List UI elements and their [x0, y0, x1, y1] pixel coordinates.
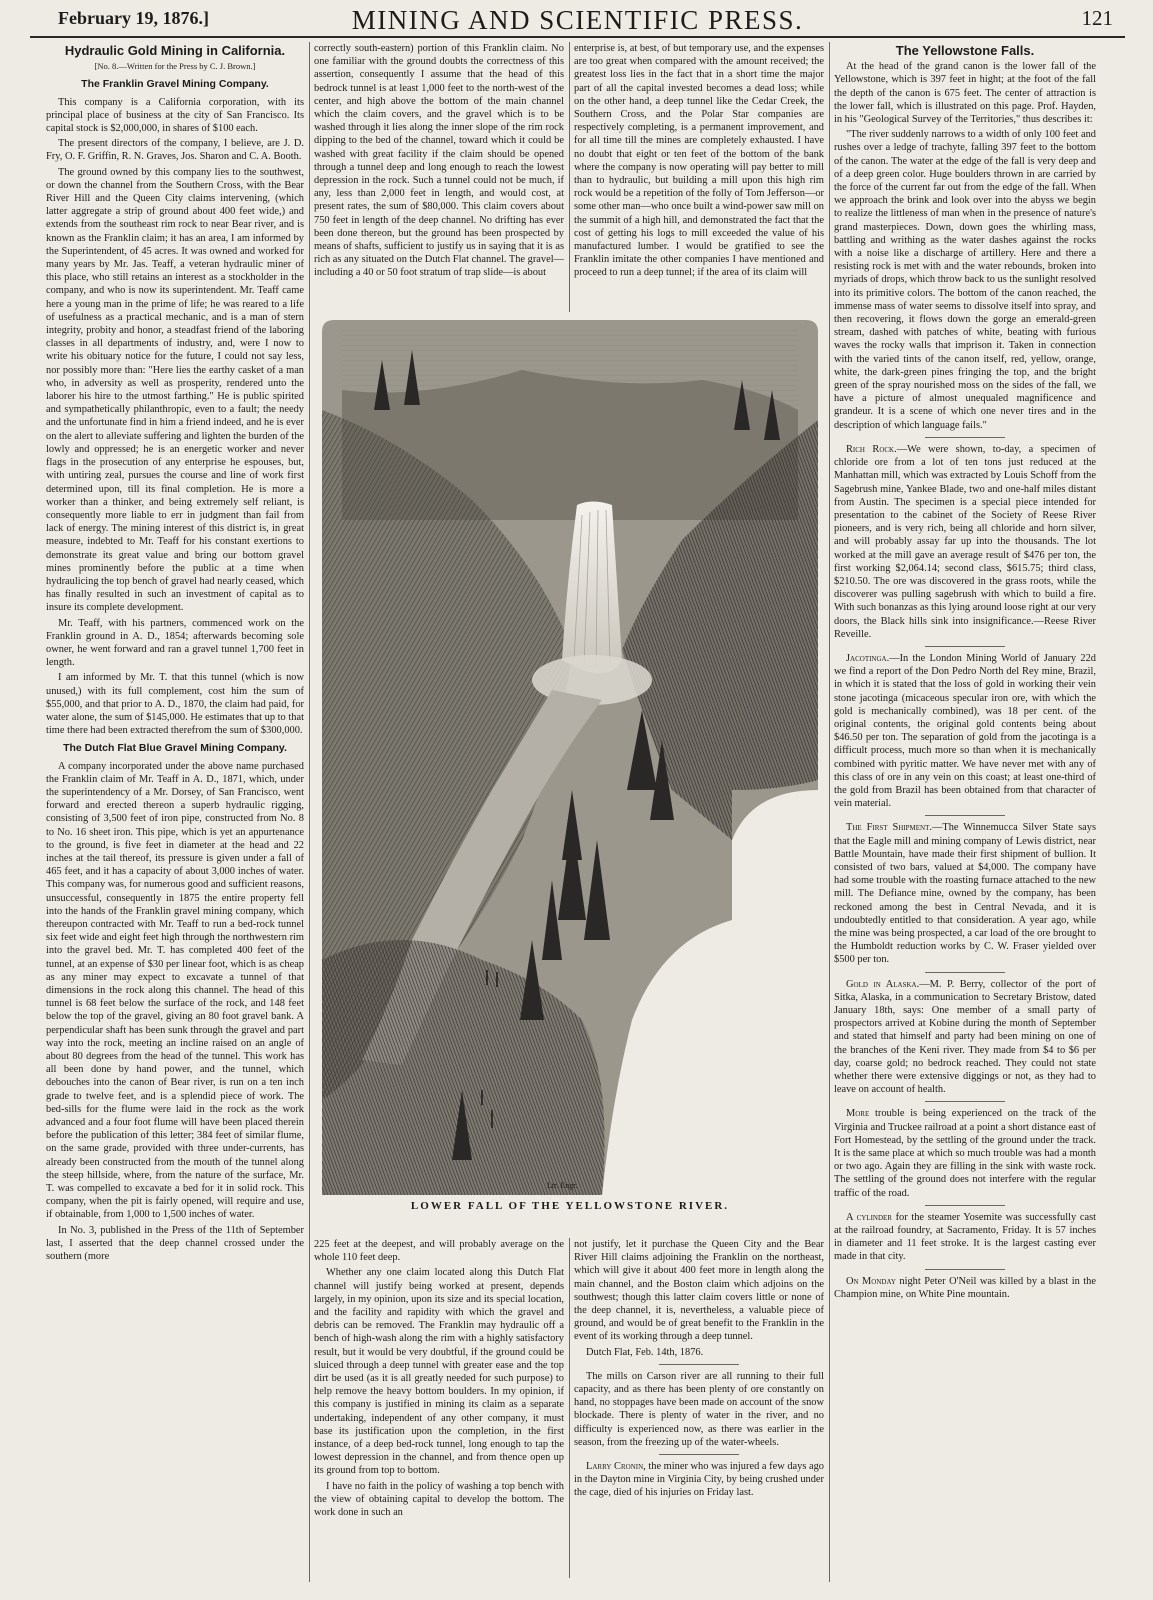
lead-in: The First Shipment.: [846, 822, 932, 834]
paragraph: A company incorporated under the above name purchased the Franklin claim of Mr. Teaff in A. D., 1871, which, under the superintendency of a Mr. Dorsey, of San Francisco, went forward and erected thereon a superb hydraulic rigging, consisting of 3,500 feet of iron pipe, constructed from No. 8 to No. 16 sheet iron. This pipe, which is yet an appurtenance to the ground, is five feet in diameter at the head and 22 inches at the tail thereof, its pressure is given under a fall of 465 feet, and it has a capacity of about 3,000 inches of water. This company was, for numerous good and sufficient reasons, unsuccessful, consequently in 1875 the entire property fell into the hands of the Franklin gravel mining company, which thereupon contracted with Mr. Teaff to run a bed-rock tunnel six feet wide and eight feet high through the northwestern rim into the gravel bed. Mr. T. has completed 400 feet of the tunnel, at an expense of $30 per linear foot, which is as cheap as any miner may expect to excavate a tunnel of that dimensions in the rock along this channel. The head of this tunnel is 68 feet below the surface of the rock, and 148 feet below the top of the gravel, giving an 80 foot gravel bank. A perpendicular shaft has been sunk through the gravel and part way into the rock, meeting an incline raised on an angle of about 80 degrees from the head of the tunnel. This work has all been done by hand power, and the tunnel, which debouches into the canon of Bear river, is run on a ten inch grade to twelve feet, and is a splendid piece of work. The bed-sills for the flume were laid in the rock as the work advanced and a four foot flume will have been placed therein before the publication of this letter; 384 feet of similar flume, on the same grade, provided with three under-currents, has already been constructed from the mouth of the tunnel along the steep hillside, where, from the nature of the surface, Mr. T. was compelled to excavate a bed for it in solid rock. This company, when the pit is fairly opened, will require and use, if obtainable, from 1,000 to 1,500 inches of water.: [46, 760, 304, 1221]
lead-in: More: [846, 1108, 870, 1120]
lead-in: Jacotinga.: [846, 652, 890, 664]
column-2-top: [314, 42, 564, 304]
page-number: 121: [1081, 6, 1113, 30]
paragraph: 225 feet at the deepest, and will probably average on the whole 110 feet deep.: [314, 1239, 564, 1264]
paragraph: [574, 1460, 824, 1500]
paragraph: "The river suddenly narrows to a width of only 100 feet and rushes over a ledge of trachyte, falling 397 feet to the bottom of the canon. The water at the edge of the fall is very deep and of a deep green color. Huge boulders thrown in are carried by the force of the current far out from the edge of the fall. When we approach the brink and look over into the abyss we begin to realize the littleness of man when in the presence of nature's grand masterpieces. Down, down goes the whirling mass, battling and writhing as the water dashes against the rocks with a noise like a discharge of artillery. Here and there a resisting rock is met with and the water rebounds, broken into myriads of drops, which throw back to us the sunlight resolved into its primitive colors. The bottom of the canon reached, the immense mass of water seems to dissolve itself into spray, and then recovering, it flows down the gorge an emerald-green stream, dashed with patches of white, beating with furious waves the rocky walls that imprison it. Taken in connection with the varied tints of the canon itself, red, yellow, orange, white, the dark-green pines fringing the top, and the bright green of the spray nourished moss on the sides of the fall, we have a picture of almost unequaled magnificence and grandeur. It is a scene of which one never tires and in the description of which language fails.": [834, 129, 1096, 431]
divider: [925, 815, 1005, 816]
paragraph-body: —M. P. Berry, collector of the port of Sitka, Alaska, in a communication to Secretary Bristow, dated January 18th, says: One member of a small party of prospectors arrived at Kobine during the month of September and stated that himself and party had been mining on one of the branches of the Keni river. They made from $4 to $6 per day, coarse gold; no bedrock reached. They could not state whether there were extensive diggings or not, as they had to leave on account of health.: [834, 978, 1096, 1096]
paragraph: [834, 443, 1096, 641]
article-byline: [No. 8.—Written for the Press by C. J. Brown.]: [94, 61, 256, 72]
column-1: [46, 42, 304, 1562]
article-title: The Yellowstone Falls.: [895, 43, 1035, 58]
column-rule: [829, 42, 830, 1582]
engraver-signature: Ltr. Engr.: [547, 1181, 578, 1190]
column-rule: [569, 1238, 570, 1578]
column-2-bottom: [314, 1238, 564, 1578]
column-rule: [309, 42, 310, 1582]
divider: [925, 1101, 1005, 1102]
paragraph-body: the miner who was injured a few days ago in the Dayton mine in Virginia City, by being crushed under the cage, died of his injuries on Friday last.: [574, 1461, 824, 1499]
paragraph: correctly south-eastern) portion of this Franklin claim. No one familiar with the ground doubts the correctness of this assertion, consequently I assume that the head of this bedrock tunnel is at least 1,000 feet to the north-west of the center, and high above the bottom of the main channel which the claim covers, and the gravel which is to be washed through it lies along the inner slope of the rim rock dipping to the bed of the channel, toward which it could be washed with great facility if the claim should be opened through a tunnel deep and long enough to reach the lowest depression in the rock. Such a tunnel could not be much, if any, less than 2,000 feet in length, and would cost, at present rates, the sum of $80,000. This claim covers about 750 feet in length of the deep channel. No drifting has ever been done thereon, but the ground has been prospected by means of shafts, sufficient to justify us in saying that it is as rich as any situated on the Dutch Flat channel. The gravel—including a 40 or 50 foot stratum of trap slide—is about: [314, 43, 564, 279]
masthead: [30, 2, 1125, 38]
lead-in: Gold in Alaska.: [846, 978, 920, 990]
divider: [925, 1205, 1005, 1206]
divider: [659, 1364, 739, 1365]
column-rule: [569, 42, 570, 312]
paragraph: not justify, let it purchase the Queen City and the Bear River Hill claims adjoining the Franklin on the northeast, which will give it about 400 feet more in length along the main channel, and the Boston claim which adjoins on the southwest; though this latter claim covers little or none of the deep channel, it is, nevertheless, a valuable piece of ground, and would be of great benefit to the Franklin in the event of its working through a deep tunnel.: [574, 1239, 824, 1343]
lead-in: On Monday: [846, 1275, 896, 1287]
publication-title: MINING AND SCIENTIFIC PRESS.: [351, 5, 804, 35]
paragraph-body: —In the London Mining World of January 22d we find a report of the Don Pedro North del Rey mine, Brazil, in which it is stated that the loss of gold in working their vein stone jacotinga (micaceous specular iron ore, with which the gold is mechanically combined), was 18 per cent. of the original contents, the original gold contents being about $46.50 per ton. The separation of gold from the jacotinga is a difficult process, much more so than when it is mechanically combined with pyritic matter. We have never met with any of this class of ore in any vein on this coast; at least one-third of the gold from Brazil has been obtained from that character of vein material.: [834, 652, 1096, 810]
paragraph: I am informed by Mr. T. that this tunnel (which is now unused,) with its full complement, cost him the sum of $55,000, and that prior to A. D., 1870, the claim had paid, for water alone, the sum of $145,000. He estimates that up to that time there had been extracted therefrom the sum of $300,000.: [46, 672, 304, 737]
illustration-caption: LOWER FALL OF THE YELLOWSTONE RIVER.: [410, 1200, 730, 1212]
paragraph: At the head of the grand canon is the lower fall of the Yellowstone, which is 397 feet in hight; at the foot of the fall the depth of the canon is 675 feet. The center of attraction is the lower fall, which is illustrated on this page. Prof. Hayden, in his "Geological Survey of the Territories," thus describes it:: [834, 61, 1096, 126]
paragraph: I have no faith in the policy of washing a top bench with the view of obtaining capital to develop the bottom. The work done in such an: [314, 1480, 564, 1519]
column-4: [834, 42, 1096, 1582]
dateline-signature: Dutch Flat, Feb. 14th, 1876.: [586, 1346, 704, 1358]
paragraph: [834, 1211, 1096, 1264]
divider: [659, 1454, 739, 1455]
paragraph: Mr. Teaff, with his partners, commenced work on the Franklin ground in A. D., 1854; afterwards becoming sole owner, he went forward and ran a gravel tunnel 1,700 feet in length.: [46, 617, 304, 669]
paragraph-body: —The Winnemucca Silver State says that the Eagle mill and mining company of Lewis district, near Battle Mountain, have made their first shipment of bullion. It consisted of two bars, valued at $4,000. The company have had some trouble with the roasting furnace attached to the new mill. The Defiance mine, owned by the company, has been reckoned among the best in Central Nevada, and it is undoubtedly entitled to that consideration. A year ago, while the mine was being prospected, a car load of the ore brought to the Humboldt reduction works by C. W. Fraser yielded over $500 per ton.: [834, 822, 1096, 966]
column-3-top: [574, 42, 824, 304]
lead-in: A cylinder: [846, 1211, 892, 1223]
paragraph-body: —We were shown, to-day, a specimen of chloride ore from a lot of ten tons just reduced at the Manhattan mill, which was extracted by Louis Schoff from the Sagebrush mine, Yankee Blade, two and one-half miles distant from Austin. The specimen is a special piece intended for presentation to the cabinet of the Society of Reese River pioneers, and is very rich, being all chloride and horn silver, and will probably assay far up into the thousands. The lot worked at the mill gave an average result of $476 per ton, the first working $2,064.14; second class, $615.75; third class, $210.50. The ore was discovered in the grass roots, while the discoverer was pulling sagebrush with which to build a fire. With such bonanzas as this lying around loose right at our very doors, the Black hills sink into insignificance.—Reese River Reveille.: [834, 443, 1096, 640]
divider: [925, 1269, 1005, 1270]
divider: [925, 972, 1005, 973]
paragraph: [834, 652, 1096, 810]
paragraph-body: night Peter O'Neil was killed by a blast in the Champion mine, on White Pine mountain.: [834, 1275, 1096, 1300]
paragraph: [834, 821, 1096, 966]
issue-date: February 19, 1876.]: [58, 8, 209, 28]
paragraph: The present directors of the company, I believe, are J. D. Fry, O. F. Griffin, R. N. Graves, Jos. Sharon and C. A. Booth.: [46, 138, 304, 163]
divider: [925, 437, 1005, 438]
paragraph: [834, 1275, 1096, 1301]
paragraph: In No. 3, published in the Press of the 11th of September last, I asserted that the deep channel crossed under the southern (more: [46, 1224, 304, 1263]
yellowstone-falls-engraving: [322, 320, 818, 1195]
article-title: Hydraulic Gold Mining in California.: [64, 43, 286, 58]
paragraph: The ground owned by this company lies to the southwest, or down the channel from the Southern Cross, with the Bear River Hill and the Queen City claims intervening, (which latter aggregate a strip of ground about 400 feet wide,) and extends from the southeast rim rock to near Bear river, and is known as the Franklin claim; it has an area, I am informed by the Superintendent, of 45 acres. It was owned and worked for many years by Mr. Jas. Teaff, a veteran hydraulic miner of this place, who still retains an interest as a stockholder in the company, and who is now its superintendent. Mr. Teaff came here a young man in the prime of life; he was reared to a life of usefulness as a practical mechanic, and is a man of stern integrity, probity and honor, a steadfast friend of the laboring classes in all departments of industry, and, were I now to write his obituary notice for the future, I could not say less, nor possibly more than: "Here lies the earthy casket of a man who, in adversity as well as prosperity, rendered unto the laborer his hire to the utmost farthing." He is public spirited and sympathetically philanthropic, even to a fault; the needy and the unfortunate find in him a friend indeed, and he is ever on the alert to alleviate suffering and lighten the burden of the lowly and oppressed; he is an energetic worker and never flags in the prosecution of any enterprise he espouses, but, with untiring zeal, pursues the course and line of work first determined upon, till its final completion. He is more a worker than a thinker, and being extremely self reliant, is consequently more liable to err in judgment than fail from lack of energy. The mining interest of this district is, in great measure, indebted to Mr. Teaff for his constant exertions to demonstrate its great value and bring our bottom gravel mines prominently before the public at a time when hydraulicing the top bench of gravel had nearly ceased, which has finally resulted in such an investment of capital as to insure its complete development.: [46, 166, 304, 614]
paragraph: enterprise is, at best, of but temporary use, and the expenses are too great when compared with the amount received; the greatest loss lies in the fact that in a short time the major part of all the capital invested becomes a dead loss; while on the other hand, a deep tunnel like the Cedar Creek, the Southern Cross, and the Polar Star companies are respectively completing, is a permanent improvement, and for all time till the mines are completely exhausted. I have no doubt that eight or ten feet of the bottom of the bank where the company is now operating will pay better to mill than to hydraulic, but building a mill upon this high rim rock would be a repetition of the folly of Tom Jefferson—or some other man—who once built a wind-power saw mill on the summit of a high hill, and demonstrated the fact that the cost of getting his logs to mill exceeded the value of his manufactured lumber. I would be gratified to see the Franklin imitate the other companies I have mentioned and proceed to run a deep tunnel; if the area of its claim will: [574, 43, 824, 279]
section-heading: The Franklin Gravel Mining Company.: [81, 78, 269, 91]
lead-in: Larry Cronin,: [586, 1461, 646, 1473]
paragraph: Whether any one claim located along this Dutch Flat channel will justify being worked at present, depends largely, in my opinion, upon its size and its special location, and the facility and rapidity with which the gravel and debris can be removed. The Franklin may hydraulic off a bench of high-wash along the rim with a highly satisfactory result, but it would be very doubtful, if the ground could be sluiced through a deep tunnel with greater ease and the top dirt be used (as it is all greatly needed for such purpose) to help remove the heavy bottom boulders. In my opinion, if this company is justified in mining its claim as a separate undertaking, independent of any other company, it must base its justification upon the completion, in the first instance, of a deep bed-rock tunnel, long enough to tap the lowest depression in the channel, and from thence open up its ground from top to bottom.: [314, 1267, 564, 1477]
paragraph-body: trouble is being experienced on the track of the Virginia and Truckee railroad at a point a short distance east of Fort Homestead, by the settling of the ground under the track. It is the same place at which so much trouble was had a month or two ago. Again they are filling in the sink with waste rock. The settling of the ground does not interfere with the regular traffic of the road.: [834, 1108, 1096, 1199]
section-heading: The Dutch Flat Blue Gravel Mining Company.: [63, 742, 287, 755]
paragraph: The mills on Carson river are all running to their full capacity, and as there has been plenty of ore constantly on hand, no stoppages have been made on account of the snow blockade. There is plenty of water in the river, and no difficulty is experienced now, as there was earlier in the season, from the freezing up of the water-wheels.: [574, 1370, 824, 1448]
paragraph: [834, 1107, 1096, 1199]
paragraph-body: for the steamer Yosemite was successfully cast at the railroad foundry, at Sacramento, Friday. It is 57 inches in diameter and 11 feet stroke. It is the largest casting ever made in that city.: [834, 1211, 1096, 1263]
lead-in: Rich Rock.: [846, 443, 897, 455]
column-3-bottom: [574, 1238, 824, 1578]
paragraph: This company is a California corporation, with its principal place of business at the city of San Francisco. Its capital stock is $2,000,000, in shares of $100 each.: [46, 96, 304, 135]
paragraph: [834, 978, 1096, 1097]
divider: [925, 646, 1005, 647]
